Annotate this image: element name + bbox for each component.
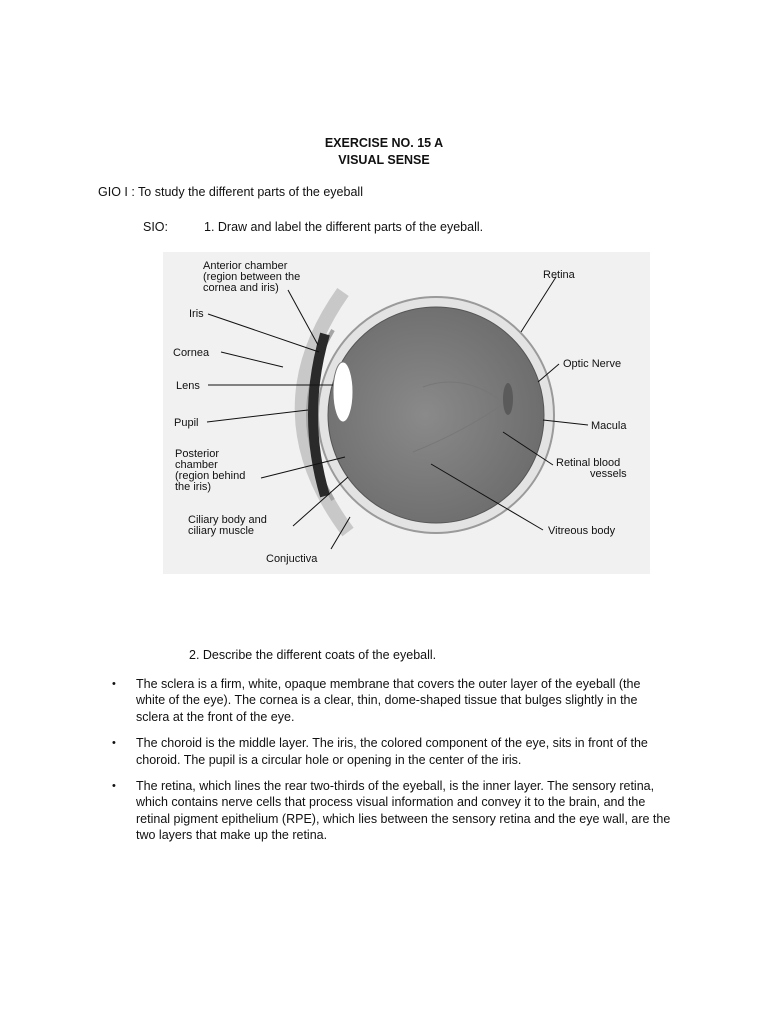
bullet-icon: • [112,678,116,690]
label-optic-nerve: Optic Nerve [563,358,622,370]
vitreous-shape [328,307,544,523]
label-ciliary-1: Ciliary body and [188,514,267,526]
list-item-text: The choroid is the middle layer. The iris, the colored component of the eye, sits in front of the choroid. The pupil is a circular hole or opening in the center of the iris. [136,736,648,767]
lens-shape [333,362,353,422]
label-posterior-chamber-1: Posterior [175,448,220,460]
label-vitreous-body: Vitreous body [548,525,616,537]
label-posterior-chamber-2: chamber [175,459,218,471]
label-anterior-chamber-1: Anterior chamber [203,260,288,272]
question-2: 2. Describe the different coats of the eyeball. [189,648,437,662]
list-item-text: The retina, which lines the rear two-thirds of the eyeball, is the inner layer. The sensory retina, which contains nerve cells that process visual information and convey it to the brain, and the retinal pigment epithelium (RPE), which lies between the sensory retina and the eye wall, are the two layers that make up the retina. [136,779,671,843]
bullet-icon: • [112,780,116,793]
exercise-title: EXERCISE NO. 15 A [324,136,444,150]
label-anterior-chamber-2: (region between the [203,271,301,283]
label-pupil: Pupil [174,417,199,429]
label-lens: Lens [176,380,200,392]
bullet-icon: • [112,737,116,750]
list-item [112,676,672,725]
list-item-text: The sclera is a firm, white, opaque membrane that covers the outer layer of the eyeball (the white of the eye). The cornea is a clear, thin, dome-shaped tissue that bulges slightly in the sclera at the front of the eye. [136,677,641,724]
coats-list [112,676,672,854]
label-ciliary-2: ciliary muscle [188,525,255,537]
label-posterior-chamber-3: (region behind [175,470,246,482]
list-item [112,735,672,768]
exercise-subtitle: VISUAL SENSE [338,153,430,167]
label-macula: Macula [591,420,627,432]
label-iris: Iris [189,308,204,320]
list-item [112,778,672,844]
label-cornea: Cornea [173,347,210,359]
label-retinal-vessels-1: Retinal blood [556,457,621,469]
label-retina: Retina [543,269,575,281]
eyeball-diagram [163,252,650,574]
label-retinal-vessels-2: vessels [590,468,627,480]
sio-item-1: 1. Draw and label the different parts of the eyeball. [204,220,484,234]
gio-line: GIO I : To study the different parts of the eyeball [98,185,363,199]
sio-label: SIO: [143,220,169,234]
label-posterior-chamber-4: the iris) [175,481,212,493]
label-conjuctiva: Conjuctiva [266,553,318,565]
label-anterior-chamber-3: cornea and iris) [203,282,279,294]
optic-disc-shape [503,383,513,415]
